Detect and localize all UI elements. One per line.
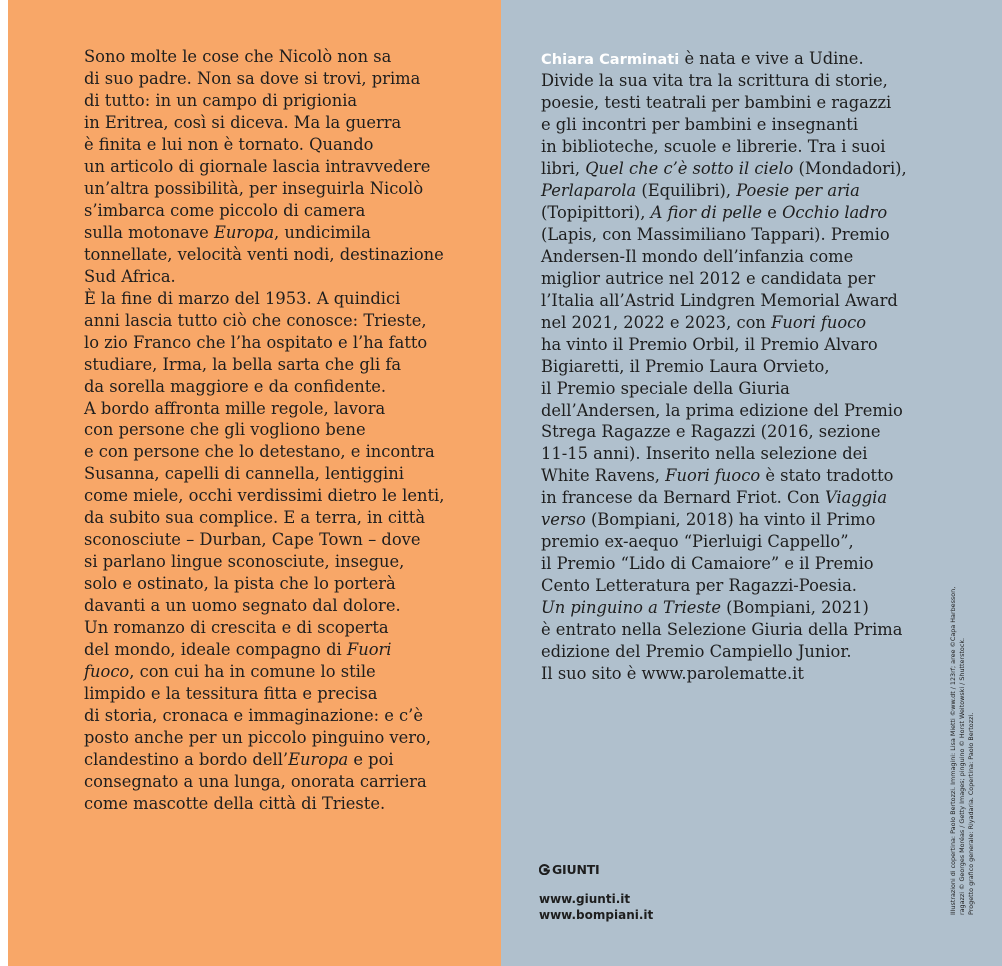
text-line (84, 112, 444, 134)
text-segment: 11-15 anni). Inserito nella selezione dei (541, 444, 868, 464)
text-segment: È la fine di marzo del 1953. A quindici (84, 288, 401, 308)
text-segment: solo e ostinato, la pista che lo porterà (84, 574, 396, 594)
text-segment: nel 2021, 2022 e 2023, con (541, 312, 772, 332)
text-segment: (Bompiani, 2018) ha vinto il Primo (585, 510, 876, 530)
text-segment: Europa (288, 750, 349, 769)
text-segment: Fuori fuoco (771, 312, 867, 332)
left-panel (8, 0, 501, 966)
text-line (541, 487, 907, 509)
text-segment: e poi (348, 750, 394, 769)
text-segment: premio ex-aequo “Pierluigi Cappello”, (541, 532, 854, 552)
text-segment: Susanna, capelli di cannella, lentiggini (84, 464, 404, 484)
publisher-logo (539, 862, 653, 877)
text-segment: fuoco (84, 662, 130, 682)
text-segment: come miele, occhi verdissimi dietro le lenti, (84, 486, 445, 506)
text-segment: Poesie per aria (736, 180, 860, 200)
author-name: Chiara Carminati (541, 51, 680, 68)
text-segment: è stato tradotto (760, 466, 894, 486)
synopsis-text (84, 46, 444, 815)
text-segment: Un romanzo di crescita e di scoperta (84, 618, 389, 638)
text-segment: in Eritrea, così si diceva. Ma la guerra (84, 112, 402, 132)
text-segment: da subito sua complice. E a terra, in città (84, 508, 426, 528)
text-line (541, 70, 907, 92)
text-segment: A bordo affronta mille regole, lavora (84, 398, 386, 418)
text-segment: l’Italia all’Astrid Lindgren Memorial Award (541, 290, 898, 310)
text-line (541, 158, 907, 180)
text-line (541, 663, 907, 685)
text-segment: posto anche per un piccolo pinguino vero, (84, 728, 432, 748)
text-line (84, 419, 444, 441)
text-segment: Cento Letteratura per Ragazzi-Poesia. (541, 576, 857, 596)
text-line (541, 312, 907, 334)
text-segment: un’altra possibilità, per inseguirla Nicolò (84, 178, 424, 198)
text-segment: A fior di pelle (650, 202, 763, 222)
text-line (84, 661, 444, 683)
text-line (84, 441, 444, 463)
text-segment: di tutto: in un campo di prigionia (84, 90, 358, 110)
text-line (541, 509, 907, 531)
text-line (84, 376, 444, 398)
text-segment: Fuori fuoco (665, 466, 761, 486)
publisher-name: GIUNTI (552, 862, 600, 877)
text-segment: Europa (213, 222, 275, 242)
text-line (84, 793, 444, 815)
text-line (84, 288, 444, 310)
text-segment: Bigiaretti, il Premio Laura Orvieto, (541, 356, 830, 376)
text-line (84, 222, 444, 244)
giunti-website: www.giunti.it (539, 892, 631, 906)
text-segment: poesie, testi teatrali per bambini e ragazzi (541, 92, 892, 112)
text-segment: Divide la sua vita tra la scrittura di storie, (541, 70, 888, 90)
text-line (541, 114, 907, 136)
credits-line: Progetto grafico generale: Riyadaria. Copertina: Paolo Bertozzi. (967, 712, 975, 915)
text-line (84, 354, 444, 376)
text-line (541, 202, 907, 224)
text-line (84, 727, 444, 749)
text-segment: Strega Ragazze e Ragazzi (2016, sezione (541, 422, 881, 442)
text-line (541, 180, 907, 202)
text-line (84, 178, 444, 200)
text-segment: dell’Andersen, la prima edizione del Premio (541, 400, 903, 420)
text-line (541, 356, 907, 378)
text-segment: è nata e vive a Udine. (679, 49, 864, 68)
text-line (84, 266, 444, 288)
text-line (84, 595, 444, 617)
text-line (541, 246, 907, 268)
text-line (84, 617, 444, 639)
text-line (541, 465, 907, 487)
text-segment: Sono molte le cose che Nicolò non sa (84, 47, 392, 66)
text-line (84, 463, 444, 485)
author-bio-text (541, 48, 907, 685)
text-segment: clandestino a bordo dell’ (84, 750, 289, 769)
text-line (541, 400, 907, 422)
text-line (541, 334, 907, 356)
text-line (84, 244, 444, 266)
text-segment: con persone che gli vogliono bene (84, 420, 366, 440)
image-credits (949, 586, 989, 915)
text-segment: edizione del Premio Campiello Junior. (541, 642, 852, 662)
text-line (541, 48, 907, 70)
text-line (84, 156, 444, 178)
text-segment: (Bompiani, 2021) (720, 598, 869, 618)
text-segment: Quel che c’è sotto il cielo (585, 158, 794, 178)
credits-line: ragazzi © Georges Moréas / Getty Images; pinguino © Horst Weitowski / Shutterstock. (958, 637, 966, 915)
text-segment: ha vinto il Premio Orbil, il Premio Alvaro (541, 334, 878, 354)
text-line (541, 378, 907, 400)
text-line (84, 398, 444, 420)
text-segment: studiare, Irma, la bella sarta che gli fa (84, 354, 402, 374)
text-segment: lo zio Franco che l’ha ospitato e l’ha fatto (84, 332, 428, 352)
text-segment: White Ravens, (541, 466, 666, 486)
text-segment: , con cui ha in comune lo stile (129, 662, 376, 682)
text-line (84, 507, 444, 529)
text-segment: Il suo sito è www.parolematte.it (541, 664, 804, 684)
text-line (541, 641, 907, 663)
text-line (84, 310, 444, 332)
bompiani-website: www.bompiani.it (539, 908, 654, 922)
text-segment: tonnellate, velocità venti nodi, destinazione (84, 244, 444, 264)
text-line (84, 134, 444, 156)
text-segment: è entrato nella Selezione Giuria della Prima (541, 620, 903, 640)
text-segment: Perlaparola (541, 180, 637, 200)
text-line (84, 771, 444, 793)
text-segment: è finita e lui non è tornato. Quando (84, 134, 374, 154)
text-segment: (Topipittori), (541, 202, 651, 222)
text-segment: consegnato a una lunga, onorata carriera (84, 771, 427, 791)
text-line (84, 68, 444, 90)
text-line (84, 573, 444, 595)
text-line (541, 290, 907, 312)
text-segment: un articolo di giornale lascia intravvedere (84, 156, 431, 176)
text-line (541, 224, 907, 246)
text-line (541, 553, 907, 575)
text-line (84, 529, 444, 551)
text-line (84, 332, 444, 354)
text-segment: in biblioteche, scuole e librerie. Tra i suoi (541, 136, 886, 156)
text-segment: (Equilibri), (636, 180, 737, 200)
text-line (541, 92, 907, 114)
text-line (541, 268, 907, 290)
text-segment: il Premio “Lido di Camaiore” e il Premio (541, 554, 874, 574)
text-segment: Viaggia (824, 488, 888, 508)
text-line (84, 485, 444, 507)
text-line (84, 46, 444, 68)
giunti-g-icon (539, 864, 550, 875)
text-segment: libri, (541, 158, 586, 178)
text-segment: Un pinguino a Trieste (541, 598, 721, 618)
text-segment: Occhio ladro (782, 202, 888, 222)
text-segment: miglior autrice nel 2012 e candidata per (541, 268, 876, 288)
text-line (84, 551, 444, 573)
text-line (541, 597, 907, 619)
text-segment: Sud Africa. (84, 266, 176, 286)
text-line (541, 421, 907, 443)
text-segment: s’imbarca come piccolo di camera (84, 200, 366, 220)
text-line (541, 575, 907, 597)
credits-line: Illustrazioni di copertina: Paolo Bertozzi. Immagini: Lisa Mietti ©ww.dt / 123rf; aree ©Capa Harbesson, (949, 586, 957, 915)
text-line (541, 443, 907, 465)
right-panel (501, 0, 1002, 966)
text-segment: anni lascia tutto ciò che conosce: Trieste, (84, 310, 427, 330)
text-segment: limpido e la tessitura fitta e precisa (84, 684, 378, 704)
text-segment: il Premio speciale della Giuria (541, 378, 790, 398)
text-line (84, 200, 444, 222)
text-segment: di suo padre. Non sa dove si trovi, prima (84, 68, 421, 88)
text-line (84, 639, 444, 661)
text-segment: (Lapis, con Massimiliano Tappari). Premio (541, 224, 890, 244)
text-segment: e (762, 202, 783, 222)
text-segment: e con persone che lo detestano, e incontra (84, 442, 435, 462)
publisher-block (539, 862, 653, 923)
text-segment: , undicimila (274, 222, 371, 242)
text-segment: in francese da Bernard Friot. Con (541, 488, 825, 508)
text-segment: Fuori (346, 640, 392, 660)
text-segment: come mascotte della città di Trieste. (84, 793, 386, 813)
text-line (84, 683, 444, 705)
text-segment: del mondo, ideale compagno di (84, 640, 347, 660)
text-line (541, 619, 907, 641)
text-segment: sconosciute – Durban, Cape Town – dove (84, 530, 421, 550)
text-line (84, 749, 444, 771)
text-line (84, 705, 444, 727)
text-segment: di storia, cronaca e immaginazione: e c’è (84, 706, 423, 726)
text-segment: davanti a un uomo segnato dal dolore. (84, 596, 401, 616)
text-segment: Andersen-Il mondo dell’infanzia come (541, 246, 854, 266)
text-line (84, 90, 444, 112)
text-line (541, 531, 907, 553)
text-segment: (Mondadori), (793, 158, 907, 178)
text-segment: si parlano lingue sconosciute, insegue, (84, 552, 405, 572)
text-line (541, 136, 907, 158)
text-segment: da sorella maggiore e da confidente. (84, 376, 387, 396)
text-segment: e gli incontri per bambini e insegnanti (541, 114, 859, 134)
text-segment: sulla motonave (84, 222, 214, 242)
text-segment: verso (541, 510, 586, 530)
